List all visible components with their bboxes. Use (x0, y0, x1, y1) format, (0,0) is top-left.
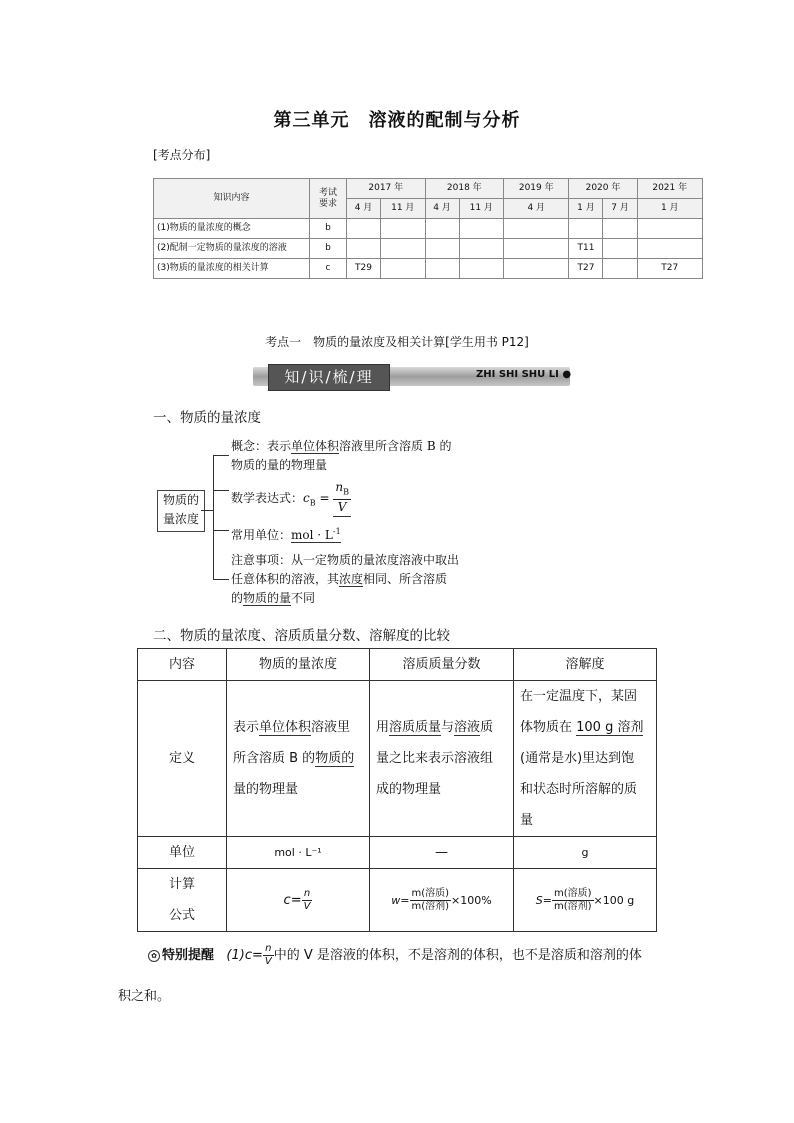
formula-sub: B (309, 498, 316, 508)
text: mol · L (291, 528, 333, 542)
definition-cell (514, 681, 657, 837)
table-cell (603, 259, 637, 279)
table-cell (381, 239, 426, 259)
table-cell (381, 219, 426, 239)
year-cell: 2018 年 (425, 179, 504, 199)
text: 质 (480, 720, 494, 735)
table-cell: T27 (637, 259, 703, 279)
fraction-den (302, 901, 313, 913)
text: B (343, 487, 349, 497)
exam-distribution-label: [考点分布] (153, 148, 211, 162)
fraction-num: m(溶质) (411, 888, 450, 899)
formula-symbol: c (303, 491, 310, 506)
row-label: 定义 (138, 681, 227, 837)
row-name: (1)物质的量浓度的概念 (154, 219, 310, 239)
unit-line (231, 522, 341, 545)
definition-cell (370, 681, 514, 837)
table-cell (637, 239, 703, 259)
row-req: c (310, 259, 347, 279)
formula-cell (227, 869, 370, 932)
heading-2: 二、物质的量浓度、溶质质量分数、溶解度的比较 (153, 628, 450, 644)
row-label (138, 869, 227, 932)
month-cell: 1 月 (569, 199, 603, 219)
text: 与 (441, 720, 455, 735)
unit-cell: mol · L⁻¹ (227, 837, 370, 869)
header-cell: 物质的量浓度 (227, 649, 370, 681)
table-cell: T27 (569, 259, 603, 279)
underlined-text: 物质的量 (243, 591, 292, 605)
table-cell (381, 259, 426, 279)
text: S= (535, 893, 552, 907)
definition-cell (227, 681, 370, 837)
table-cell (459, 239, 504, 259)
unit-cell: g (514, 837, 657, 869)
note-icon: ✿ (148, 950, 160, 962)
text: 常用单位： (231, 528, 292, 542)
text: 所含溶质 B 的 (233, 751, 316, 766)
month-cell: 4 月 (347, 199, 381, 219)
table-cell (425, 239, 459, 259)
text: 公式 (168, 908, 195, 923)
header-cell: 内容 (138, 649, 227, 681)
month-cell: 7 月 (603, 199, 637, 219)
concept-definition (231, 437, 451, 475)
text: V (337, 500, 347, 515)
row-name: (2)配制一定物质的量浓度的溶液 (154, 239, 310, 259)
formula-cell (370, 869, 514, 932)
table-row (138, 869, 657, 932)
fraction-num (263, 943, 274, 956)
table-cell (504, 219, 569, 239)
text: n (335, 480, 344, 494)
month-cell: 1 月 (637, 199, 703, 219)
table-row (138, 681, 657, 837)
banner-english: ZHI SHI SHU LI ● (476, 369, 572, 380)
formula-line: 数学表达式：$c_B$ = $\frac{n_B}{V}$ (231, 480, 351, 517)
banner-label: 知/识/梳/理 (268, 364, 390, 391)
text: 不同 (291, 591, 316, 605)
row-name: (3)物质的量浓度的相关计算 (154, 259, 310, 279)
table-cell (459, 219, 504, 239)
text: w= (391, 893, 410, 907)
table-cell: T29 (347, 259, 381, 279)
table-row (154, 219, 703, 239)
month-cell: 11 月 (459, 199, 504, 219)
section-title: 考点一 物质的量浓度及相关计算[学生用书 P12] (265, 335, 529, 349)
formula-den (333, 500, 351, 514)
text: 注意事项：从一定物质的量浓度溶液中取出 (231, 553, 460, 567)
table-row (138, 837, 657, 869)
table-row (138, 649, 657, 681)
text: 中的 V 是溶液的体积，不是溶剂的体积，也不是溶质和溶剂的体 (273, 948, 642, 963)
fraction-den: m(溶剂) (411, 901, 450, 912)
header-text: 考试 (318, 187, 337, 198)
formula-cell (514, 869, 657, 932)
table-cell: T11 (569, 239, 603, 259)
header-cell (310, 179, 347, 219)
exam-distribution-table (153, 178, 703, 279)
header-cell: 溶质质量分数 (370, 649, 514, 681)
fraction-num (302, 888, 313, 901)
text: V (264, 956, 272, 967)
text: 用 (376, 720, 390, 735)
concept-box (157, 490, 205, 532)
text: 成的物理量 (376, 782, 442, 797)
underlined-text: 单位体积 (259, 720, 312, 735)
table-row (154, 259, 703, 279)
month-cell: 4 月 (504, 199, 569, 219)
underlined-text: 溶质质量 (389, 720, 442, 735)
brace-tick (213, 490, 229, 491)
year-cell: 2020 年 (569, 179, 637, 199)
brace-tick (213, 530, 229, 531)
table-cell (603, 219, 637, 239)
banner-english-text: ZHI SHI SHU LI (476, 369, 559, 380)
table-row (154, 179, 703, 199)
notes-line (231, 551, 459, 608)
underlined-text: 100 g 溶剂 (576, 720, 644, 735)
fraction-den: m(溶剂) (553, 901, 592, 912)
brace-tick (213, 455, 229, 456)
text: 溶液里 (311, 720, 351, 735)
header-cell: 知识内容 (154, 179, 310, 219)
text: 物质的量的物理量 (231, 458, 328, 472)
text: -1 (332, 527, 341, 536)
year-cell: 2017 年 (347, 179, 426, 199)
text: 量的物理量 (233, 782, 299, 797)
text: ×100% (451, 893, 492, 907)
table-cell (603, 239, 637, 259)
row-req: b (310, 239, 347, 259)
underlined-text (291, 528, 341, 543)
concept-box-line: 物质的 (162, 493, 199, 507)
page-title: 第三单元 溶液的配制与分析 (273, 110, 521, 131)
heading-1: 一、物质的量浓度 (153, 410, 261, 426)
formula-num (333, 480, 351, 500)
text: 概念：表示 (231, 439, 292, 453)
month-cell: 4 月 (425, 199, 459, 219)
table-cell (347, 219, 381, 239)
month-cell: 11 月 (381, 199, 426, 219)
text: 量之比来表示溶液组 (376, 751, 494, 766)
brace-tick (213, 579, 229, 580)
underlined-text: 单位体积 (291, 439, 340, 453)
text: 数学表达式： (231, 491, 304, 506)
header-text: 要求 (318, 198, 337, 209)
header-cell: 溶解度 (514, 649, 657, 681)
text: 相同、所含溶质 (363, 572, 448, 586)
text: 在一定温度下，某固 (520, 689, 638, 704)
fraction (552, 888, 594, 913)
year-cell: 2021 年 (637, 179, 703, 199)
concept-box-line: 量浓度 (162, 512, 199, 526)
note-label: 特别提醒 (162, 948, 215, 963)
text: 的 (231, 591, 244, 605)
row-req: b (310, 219, 347, 239)
fraction (263, 943, 274, 968)
text: (1)c= (226, 948, 263, 963)
text: 和状态时所溶解的质 (520, 782, 638, 797)
table-cell (504, 259, 569, 279)
text: 体物质在 (520, 720, 577, 735)
table-cell (637, 219, 703, 239)
text: 量 (520, 813, 534, 828)
underlined-text: 溶液 (454, 720, 481, 735)
table-cell (504, 239, 569, 259)
underlined-text: 物质的 (315, 751, 355, 766)
text: (通常是水)里达到饱 (520, 751, 635, 766)
fraction (302, 888, 313, 913)
table-cell (459, 259, 504, 279)
text: 表示 (233, 720, 260, 735)
table-cell (425, 219, 459, 239)
unit-cell: — (370, 837, 514, 869)
table-cell (425, 259, 459, 279)
fraction (410, 888, 452, 913)
table-cell (569, 219, 603, 239)
fraction-den (263, 956, 274, 968)
special-note-continued: 积之和。 (118, 989, 171, 1004)
text: n (303, 887, 311, 899)
connector-line (201, 510, 213, 511)
table-cell (347, 239, 381, 259)
text: 计算 (168, 877, 195, 892)
comparison-table (137, 648, 657, 932)
table-row (154, 239, 703, 259)
underlined-text: 浓度 (339, 572, 364, 586)
row-label: 单位 (138, 837, 227, 869)
formula-fraction (333, 480, 351, 517)
text: 任意体积的溶液，其 (231, 572, 340, 586)
text: n (265, 943, 272, 954)
year-cell: 2019 年 (504, 179, 569, 199)
text: V (303, 900, 311, 912)
text: ×100 g (593, 893, 635, 907)
fraction-num: m(溶质) (553, 888, 592, 899)
special-note (148, 943, 642, 968)
brace-line (213, 455, 230, 580)
text: 溶液里所含溶质 B 的 (339, 439, 452, 453)
text: c= (283, 892, 302, 908)
